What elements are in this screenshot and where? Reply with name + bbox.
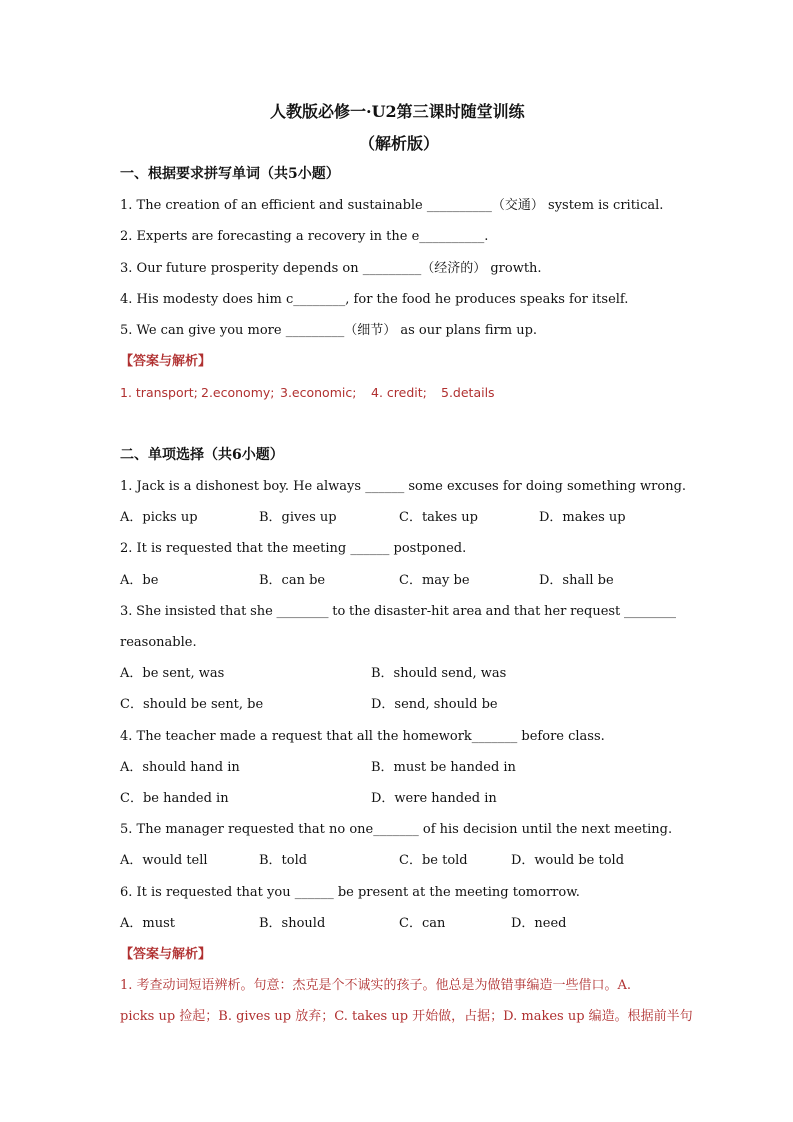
q6-stem: 6. It is requested that you ______ be present at the meeting tomorrow. [120, 885, 580, 900]
section1-heading: 一、根据要求拼写单词（共5小题） [120, 166, 340, 182]
q3-option-b: B．should send, was [371, 666, 507, 681]
s1-answer-1: 1. transport; [120, 385, 198, 400]
s2-explanation-line-2: picks up 捡起；B. gives up 放弃；C. takes up 开始做，占据；D. makes up 编造。根据前半句 [120, 1009, 693, 1024]
q6-option-b: B．should [259, 916, 326, 931]
q3-word: ________ [624, 604, 676, 619]
q3-option-c: C．should be sent, be [120, 697, 264, 712]
q3-stem [120, 604, 676, 620]
s1-answer-4: 4. credit; [371, 385, 427, 400]
q3-option-a: A．be sent, was [120, 666, 225, 681]
q3-word: 3. [120, 604, 133, 619]
s2-explanation-line-1: 1. 考查动词短语辨析。句意：杰克是个不诚实的孩子。他总是为做错事编造一些借口。A. [120, 978, 632, 993]
q2-option-d: D．shall be [539, 573, 614, 588]
q1-option-b: B．gives up [259, 510, 337, 525]
q3-word: her [544, 604, 567, 619]
q6-option-c: C．can [399, 916, 446, 931]
s1-item-4: 4. His modesty does him c________, for the food he produces speaks for itself. [120, 292, 629, 307]
s1-item-2: 2. Experts are forecasting a recovery in the e__________. [120, 229, 489, 244]
q3-word: area [452, 604, 482, 619]
q2-option-c: C．may be [399, 573, 470, 588]
q3-word: disaster-hit [373, 604, 449, 619]
q3-word: the [348, 604, 371, 619]
q1-option-c: C．takes up [399, 510, 478, 525]
q4-option-b: B．must be handed in [371, 760, 516, 775]
s1-item-3: 3. Our future prosperity depends on _________（经济的） growth. [120, 261, 542, 276]
q3-word: to [332, 604, 346, 619]
q2-option-a: A．be [120, 573, 159, 588]
q1-stem: 1. Jack is a dishonest boy. He always ______ some excuses for doing something wrong. [120, 479, 687, 494]
q4-option-c: C．be handed in [120, 791, 229, 806]
q3-word: insisted [164, 604, 217, 619]
q4-stem: 4. The teacher made a request that all the homework_______ before class. [120, 729, 605, 744]
q3-word: She [136, 604, 162, 619]
s1-answer-3: 3.economic; [280, 385, 357, 400]
doc-subtitle: （解析版） [359, 134, 440, 153]
q3-word: request [570, 604, 621, 619]
q3-word: that [219, 604, 247, 619]
q5-option-c: C．be told [399, 853, 468, 868]
q4-option-d: D．were handed in [371, 791, 497, 806]
q2-option-b: B．can be [259, 573, 326, 588]
q3-stem-continued: reasonable. [120, 635, 197, 650]
q5-option-a: A．would tell [120, 853, 208, 868]
doc-title: 人教版必修一·U2第三课时随堂训练 [270, 102, 525, 121]
q3-option-d: D．send, should be [371, 697, 498, 712]
q3-word: and [485, 604, 511, 619]
q5-option-b: B．told [259, 853, 308, 868]
s1-item-5: 5. We can give you more _________（细节） as our plans firm up. [120, 323, 538, 338]
q5-option-d: D．would be told [511, 853, 625, 868]
q3-word: ________ [276, 604, 329, 619]
s2-answer-heading: 【答案与解析】 [120, 947, 212, 962]
s1-answer-heading: 【答案与解析】 [120, 354, 212, 369]
s1-item-1: 1. The creation of an efficient and sustainable __________（交通） system is critical. [120, 198, 664, 213]
q3-word: that [513, 604, 541, 619]
q2-stem: 2. It is requested that the meeting ______ postponed. [120, 541, 467, 556]
q1-option-a: A．picks up [120, 510, 198, 525]
q3-word: she [250, 604, 273, 619]
section2-heading: 二、单项选择（共6小题） [120, 447, 284, 463]
q6-option-d: D．need [511, 916, 567, 931]
s1-answer-5: 5.details [441, 385, 495, 400]
s1-answer-2: 2.economy; [201, 385, 275, 400]
q5-stem: 5. The manager requested that no one_______ of his decision until the next meeting. [120, 822, 673, 837]
q6-option-a: A．must [120, 916, 175, 931]
q1-option-d: D．makes up [539, 510, 626, 525]
q4-option-a: A．should hand in [120, 760, 240, 775]
